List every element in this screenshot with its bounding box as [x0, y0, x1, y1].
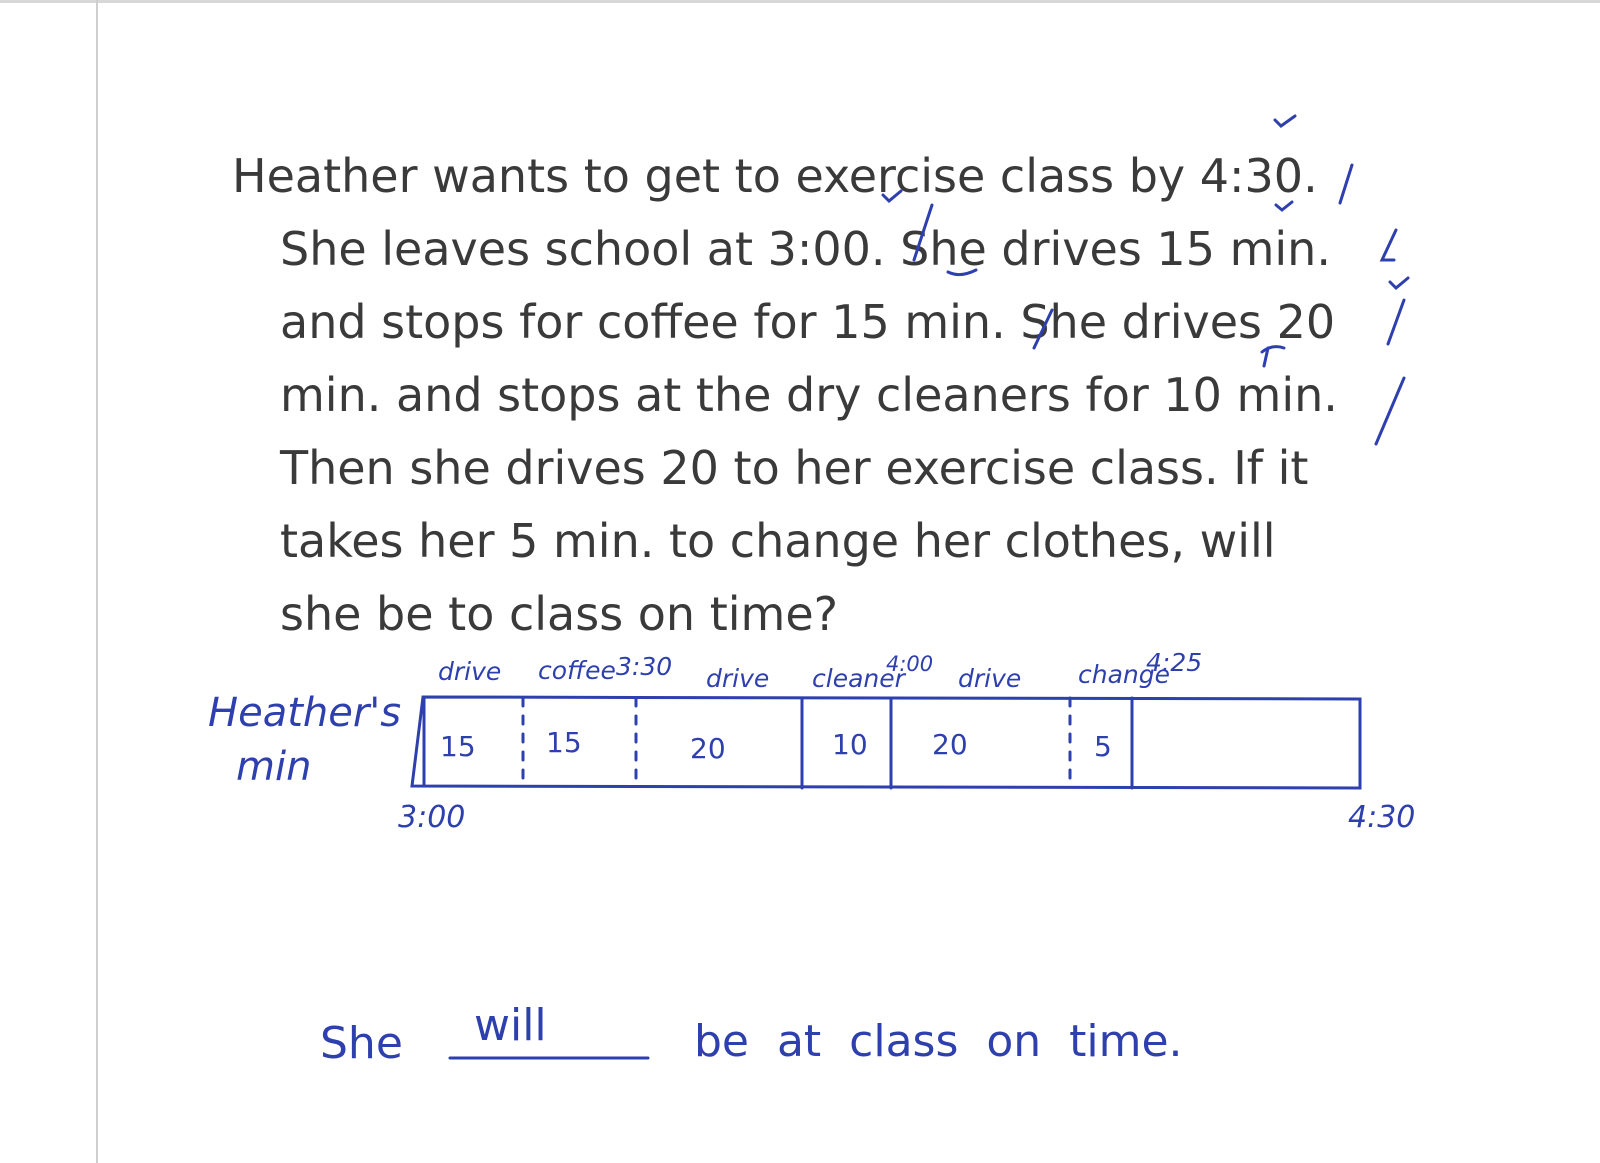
segment-value: 10 [832, 728, 868, 761]
time-mark: 3:30 [616, 652, 673, 681]
check-mark [1388, 300, 1404, 344]
problem-line: takes her 5 min. to change her clothes, will [280, 514, 1276, 568]
end-time: 4:30 [1348, 800, 1416, 835]
problem-line: she be to class on time? [280, 587, 839, 641]
segment-label: change [1078, 660, 1171, 689]
tape-label: Heather's [208, 690, 402, 736]
check-mark [1340, 165, 1352, 203]
problem-line: She leaves school at 3:00. She drives 15 min. [280, 222, 1331, 276]
time-mark: 4:00 [886, 652, 934, 676]
check-mark [914, 205, 932, 260]
answer-blank: will [474, 1000, 547, 1051]
segment-value: 15 [546, 726, 582, 759]
problem-line: and stops for coffee for 15 min. She drives 20 [280, 295, 1336, 349]
segment-label: drive [706, 664, 770, 693]
segment-value: 5 [1094, 730, 1112, 763]
segment-label: coffee [538, 656, 616, 685]
answer-prefix: She [320, 1018, 403, 1069]
answer-suffix: be at class on time. [694, 1016, 1183, 1067]
problem-line: min. and stops at the dry cleaners for 10 min. [280, 368, 1338, 422]
check-mark [1376, 378, 1404, 444]
segment-value: 15 [440, 730, 476, 763]
segment-label: drive [958, 664, 1022, 693]
check-mark [1382, 230, 1396, 260]
segment-label: cleaner [812, 664, 905, 693]
check-mark [883, 191, 901, 201]
check-mark [1275, 116, 1295, 126]
problem-line: Heather wants to get to exercise class by 4:30. [232, 149, 1318, 203]
segment-label: drive [438, 657, 502, 686]
time-mark: 4:25 [1146, 648, 1203, 677]
start-time: 3:00 [398, 800, 466, 835]
check-mark [1390, 278, 1408, 288]
segment-value: 20 [690, 732, 726, 765]
tape-label-unit: min [236, 744, 312, 790]
check-mark [1034, 310, 1052, 348]
check-mark [1262, 347, 1284, 366]
check-mark [1276, 202, 1292, 210]
segment-value: 20 [932, 728, 968, 761]
problem-line: Then she drives 20 to her exercise class. If it [280, 441, 1309, 495]
check-mark [948, 270, 976, 275]
